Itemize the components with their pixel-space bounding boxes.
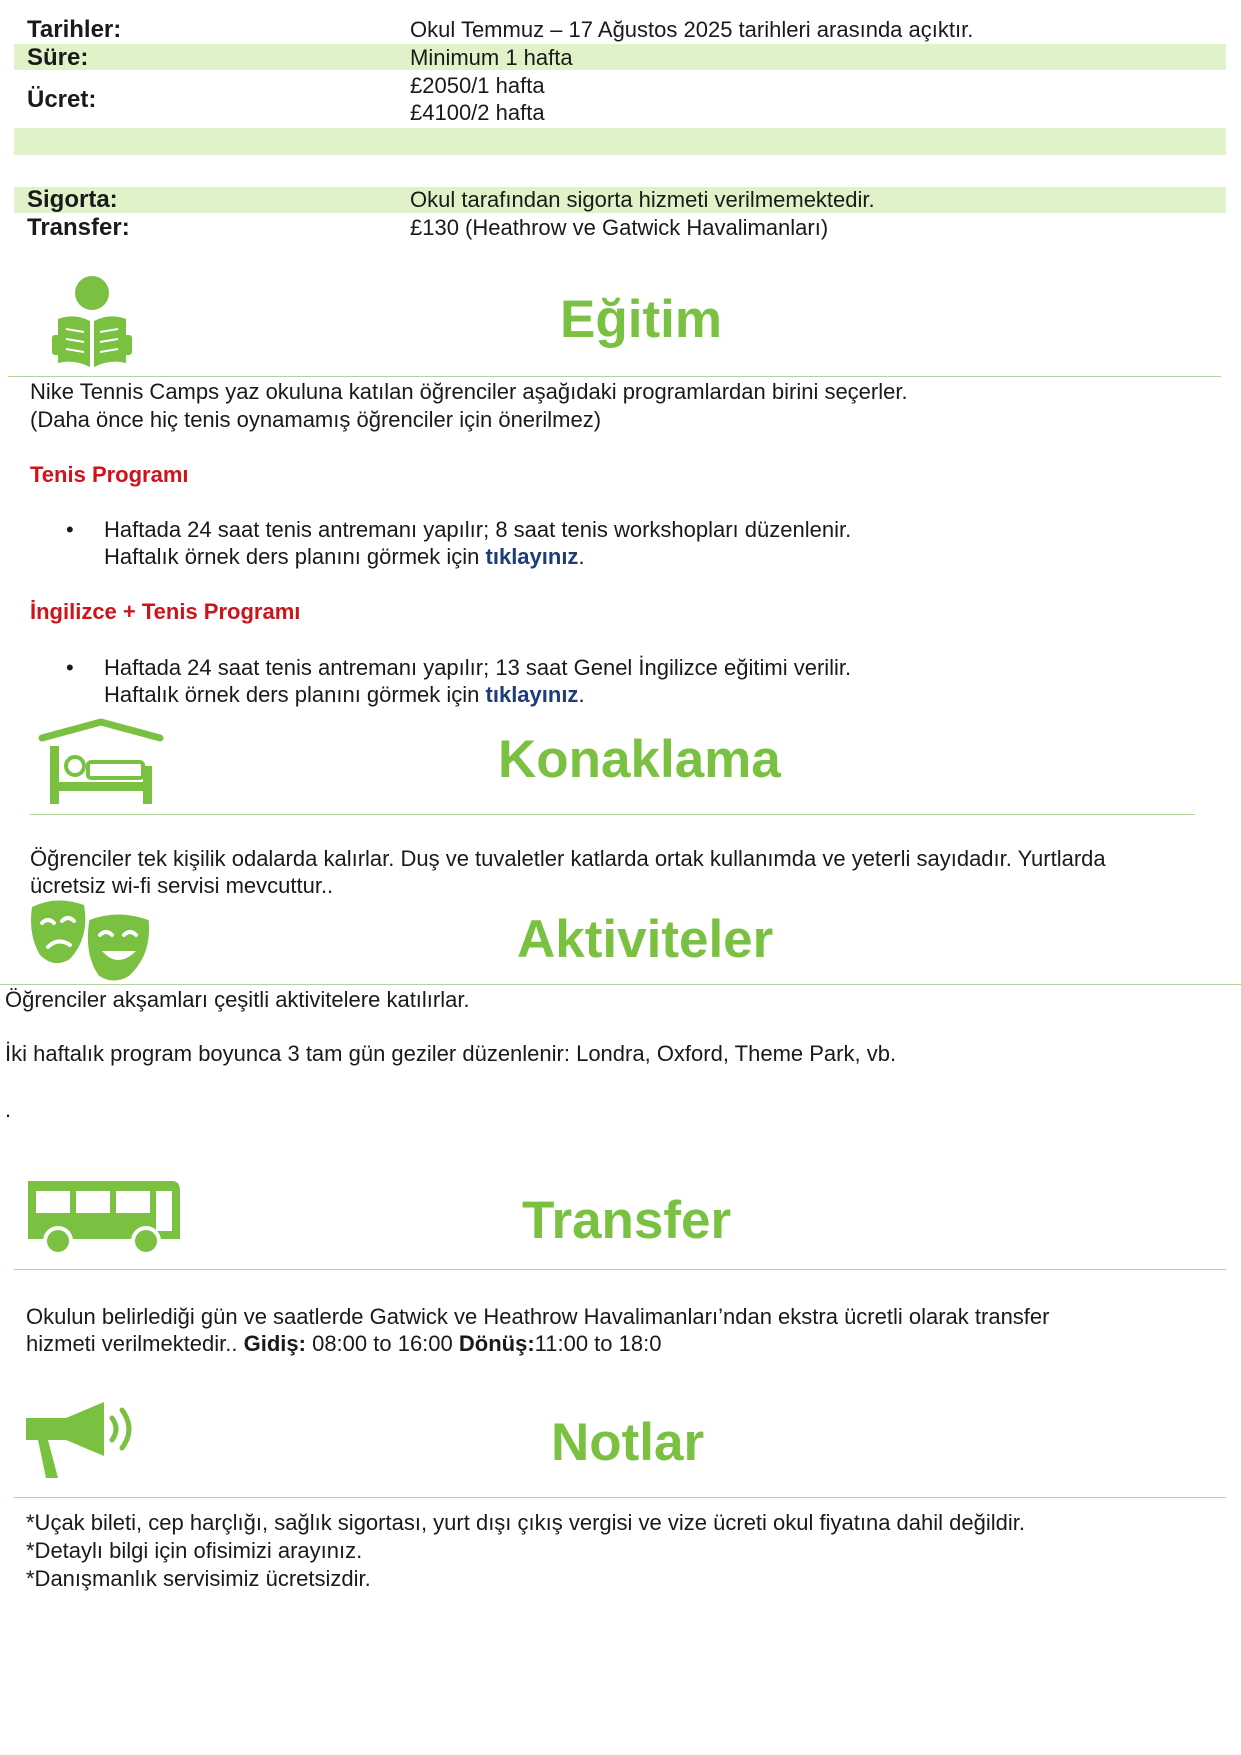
label-sure: Süre: [27, 44, 89, 71]
program-ingilizce-line-2 [104, 681, 585, 708]
divider-egitim [8, 376, 1221, 377]
program-ingilizce-line-2-end: . [578, 682, 585, 707]
konaklama-line-1: Öğrenciler tek kişilik odalarda kalırlar. Duş ve tuvaletler katlarda ortak kullanımda ve yeterli sayıdadır. Yurtlarda [30, 846, 1106, 871]
aktiviteler-line-3: . [5, 1097, 12, 1122]
label-tarihler: Tarihler: [27, 16, 122, 43]
program-title-ingilizce-tenis: İngilizce + Tenis Programı [30, 599, 301, 624]
ingilizce-plan-link[interactable]: tıklayınız [485, 682, 579, 707]
theater-masks-icon [26, 897, 154, 985]
value-transfer: £130 (Heathrow ve Gatwick Havalimanları) [410, 215, 829, 240]
program-tenis-line-2 [104, 543, 585, 570]
tenis-plan-link[interactable]: tıklayınız [485, 544, 579, 569]
value-sure: Minimum 1 hafta [410, 45, 573, 70]
konaklama-line-2: ücretsiz wi-fi servisi mevcuttur.. [30, 873, 334, 898]
program-tenis-line-1: Haftada 24 saat tenis antremanı yapılır; 8 saat tenis workshopları düzenlenir. [104, 517, 852, 542]
egitim-intro-2: (Daha önce hiç tenis oynamamış öğrenciler için önerilmez) [30, 407, 602, 432]
program-ingilizce-line-2-text: Haftalık örnek ders planını görmek için [104, 682, 486, 707]
bullet-ingilizce-tenis: • [66, 655, 74, 680]
value-tarihler: Okul Temmuz – 17 Ağustos 2025 tarihleri arasında açıktır. [410, 17, 974, 42]
divider-transfer [14, 1269, 1226, 1270]
gidis-label: Gidiş: [243, 1331, 306, 1356]
divider-aktiviteler [0, 984, 1241, 985]
reader-icon [52, 275, 132, 367]
donus-value: 11:00 to 18:0 [534, 1331, 662, 1356]
heading-konaklama: Konaklama [498, 730, 781, 789]
egitim-intro-1: Nike Tennis Camps yaz okuluna katılan öğrenciler aşağıdaki programlardan birini seçerler. [30, 379, 908, 404]
gidis-value: 08:00 to 16:00 [305, 1331, 459, 1356]
transfer-line-2 [26, 1330, 661, 1357]
program-ingilizce-line-1: Haftada 24 saat tenis antremanı yapılır; 13 saat Genel İngilizce eğitimi verilir. [104, 655, 852, 680]
label-transfer: Transfer: [27, 214, 130, 241]
bus-icon [24, 1177, 184, 1257]
donus-label: Dönüş: [458, 1331, 535, 1356]
program-title-tenis: Tenis Programı [30, 462, 189, 487]
program-tenis-line-2-end: . [578, 544, 585, 569]
transfer-line-2-text: hizmeti verilmektedir.. [26, 1331, 244, 1356]
value-sigorta: Okul tarafından sigorta hizmeti verilmemektedir. [410, 187, 875, 212]
heading-egitim: Eğitim [560, 290, 722, 349]
aktiviteler-line-2: İki haftalık program boyunca 3 tam gün geziler düzenlenir: Londra, Oxford, Theme Park, vb. [5, 1041, 897, 1066]
divider-konaklama [30, 814, 1195, 815]
notlar-line-3: *Danışmanlık servisimiz ücretsizdir. [26, 1566, 371, 1591]
bullet-tenis: • [66, 517, 74, 542]
aktiviteler-line-1: Öğrenciler akşamları çeşitli aktivitelere katılırlar. [5, 987, 470, 1012]
label-sigorta: Sigorta: [27, 186, 118, 213]
heading-aktiviteler: Aktiviteler [517, 910, 774, 969]
row-band-sure [14, 44, 1226, 70]
value-ucret-1: £2050/1 hafta [410, 73, 545, 98]
transfer-line-1: Okulun belirlediği gün ve saatlerde Gatwick ve Heathrow Havalimanları’ndan ekstra ücretli olarak transfer [26, 1304, 1050, 1329]
heading-notlar: Notlar [551, 1413, 705, 1472]
program-tenis-line-2-text: Haftalık örnek ders planını görmek için [104, 544, 486, 569]
divider-notlar [14, 1497, 1226, 1498]
value-ucret-2: £4100/2 hafta [410, 100, 545, 125]
heading-transfer: Transfer [522, 1191, 732, 1250]
notlar-line-2: *Detaylı bilgi için ofisimizi arayınız. [26, 1538, 363, 1563]
notlar-line-1: *Uçak bileti, cep harçlığı, sağlık sigortası, yurt dışı çıkış vergisi ve vize ücreti okul fiyatına dahil değildir. [26, 1510, 1025, 1535]
label-ucret: Ücret: [27, 86, 97, 113]
bed-icon [40, 718, 162, 804]
megaphone-icon [24, 1398, 144, 1482]
row-band-empty [14, 128, 1226, 155]
